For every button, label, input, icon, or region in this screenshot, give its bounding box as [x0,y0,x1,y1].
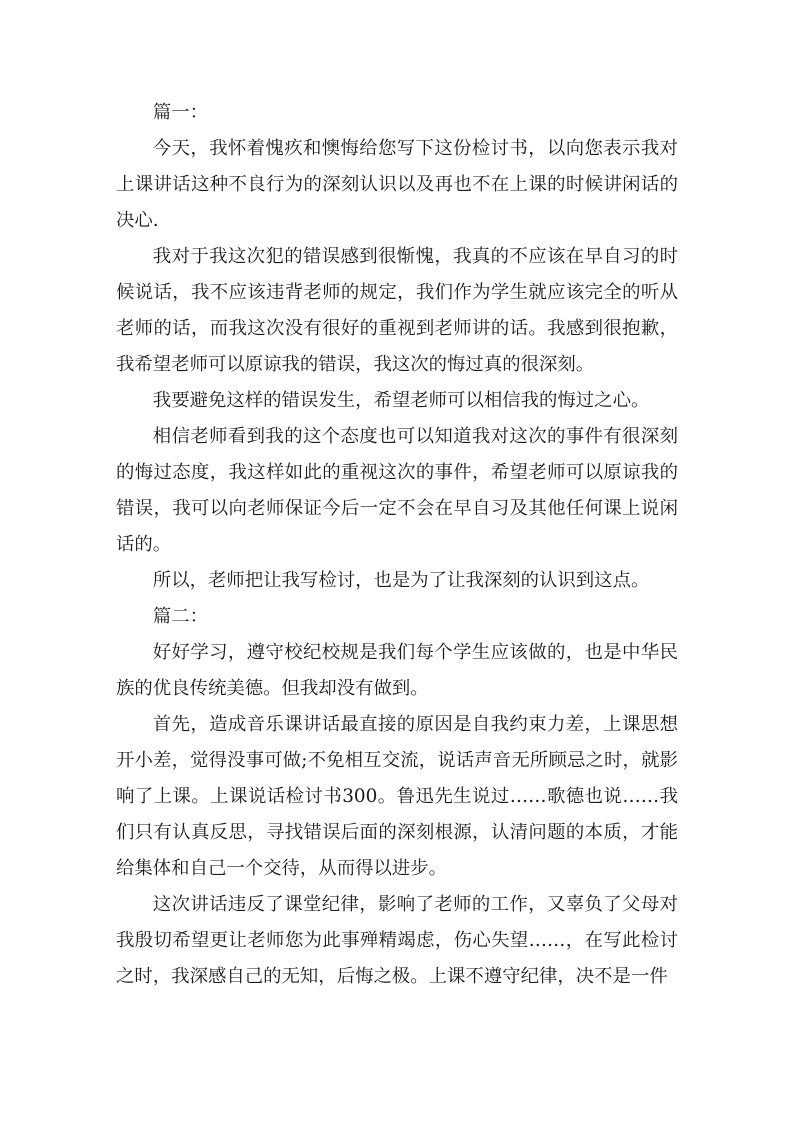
section-heading-1: 篇一： [152,102,208,123]
paragraph: 我对于我这次犯的错误感到很惭愧，我真的不应该在早自习的时候说话，我不应该违背老师的规定，我们作为学生就应该完全的听从老师的话，而我这次没有很好的重视到老师讲的话。我感到很抱歉，我希望老师可以原谅我的错误，我这次的悔过真的很深刻。 [116,246,678,375]
paragraph: 首先，造成音乐课讲话最直接的原因是自我约束力差，上课思想开小差，觉得没事可做;不免相互交流，说话声音无所顾忌之时，就影响了上课。上课说话检讨书300。鲁迅先生说过……歌德也说……我们只有认真反思，寻找错误后面的深刻根源，认清问题的本质，才能给集体和自己一个交待，从而得以进步。 [116,714,678,879]
paragraph: 所以，老师把让我写检讨，也是为了让我深刻的认识到这点。 [152,570,650,591]
document-body [116,95,678,995]
paragraph: 这次讲话违反了课堂纪律，影响了老师的工作，又辜负了父母对我殷切希望更让老师您为此事殚精竭虑，伤心失望……，在写此检讨之时，我深感自己的无知，后悔之极。上课不遵守纪律，决不是一件 [116,894,678,987]
paragraph: 相信老师看到我的这个态度也可以知道我对这次的事件有很深刻的悔过态度，我这样如此的重视这次的事件，希望老师可以原谅我的错误，我可以向老师保证今后一定不会在早自习及其他任何课上说闲话的。 [116,426,678,555]
paragraph: 今天，我怀着愧疚和懊悔给您写下这份检讨书，以向您表示我对上课讲话这种不良行为的深刻认识以及再也不在上课的时候讲闲话的决心. [116,138,678,231]
paragraph: 好好学习，遵守校纪校规是我们每个学生应该做的，也是中华民族的优良传统美德。但我却没有做到。 [116,642,678,699]
paragraph: 我要避免这样的错误发生，希望老师可以相信我的悔过之心。 [152,390,650,411]
section-heading-2: 篇二： [152,606,208,627]
